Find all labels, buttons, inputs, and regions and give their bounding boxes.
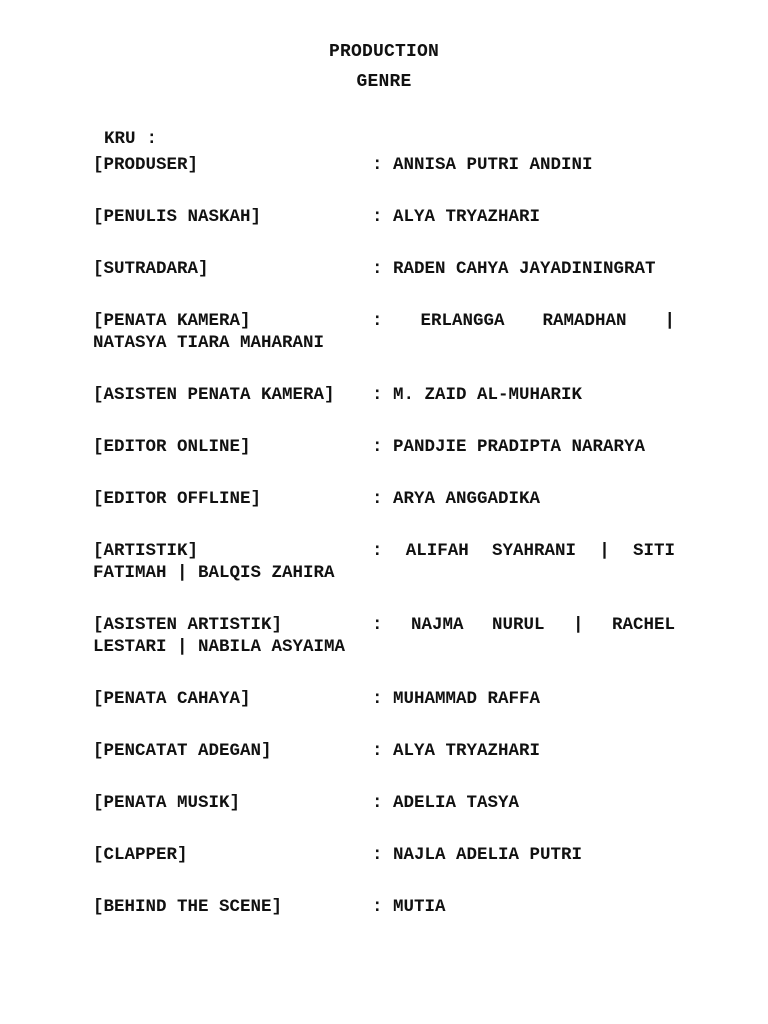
kru-heading <box>104 129 157 149</box>
crew-name: MUHAMMAD RAFFA <box>393 689 541 709</box>
crew-row-penata-kamera <box>93 310 675 384</box>
crew-name-part: ERLANGGA <box>420 311 505 331</box>
crew-role: [ASISTEN ARTISTIK] <box>93 615 283 635</box>
crew-name-part: NURUL <box>491 615 545 635</box>
crew-separator: : <box>372 207 383 227</box>
crew-row-asisten-artistik <box>93 614 675 688</box>
crew-separator: : <box>372 437 383 457</box>
crew-role: [PENATA MUSIK] <box>93 793 241 813</box>
crew-separator: : <box>372 615 383 635</box>
crew-row-editor-offline <box>93 488 675 540</box>
crew-role: [PENATA KAMERA] <box>93 311 251 331</box>
crew-name: MUTIA <box>393 897 446 917</box>
kru-colon: : <box>146 129 158 149</box>
crew-separator: : <box>372 541 383 561</box>
genre-title: GENRE <box>356 72 412 92</box>
production-title: PRODUCTION <box>328 42 440 62</box>
crew-separator: : <box>372 689 383 709</box>
crew-list <box>93 154 675 948</box>
crew-separator: : <box>372 155 383 175</box>
crew-name-part: ALIFAH <box>405 541 469 561</box>
crew-name: M. ZAID AL-MUHARIK <box>393 385 583 405</box>
crew-row-produser <box>93 154 675 206</box>
crew-name-part: RAMADHAN <box>542 311 627 331</box>
crew-row-clapper <box>93 844 675 896</box>
crew-role: [ASISTEN PENATA KAMERA] <box>93 385 335 405</box>
crew-name: ALYA TRYAZHARI <box>393 207 541 227</box>
crew-role: [PRODUSER] <box>93 155 199 175</box>
crew-row-behind-the-scene <box>93 896 675 948</box>
crew-name-part: | <box>599 541 610 561</box>
crew-row-asisten-penata-kamera <box>93 384 675 436</box>
crew-separator: : <box>372 311 383 331</box>
crew-name-part: | <box>572 615 584 635</box>
crew-separator: : <box>372 489 383 509</box>
crew-separator: : <box>372 897 383 917</box>
crew-row-penulis-naskah <box>93 206 675 258</box>
crew-row-pencatat-adegan <box>93 740 675 792</box>
crew-role: [ARTISTIK] <box>93 541 199 561</box>
crew-role: [EDITOR OFFLINE] <box>93 489 262 509</box>
crew-name: ARYA ANGGADIKA <box>393 489 541 509</box>
crew-role: [PENCATAT ADEGAN] <box>93 741 272 761</box>
crew-separator: : <box>372 845 383 865</box>
crew-role: [CLAPPER] <box>93 845 188 865</box>
crew-row-artistik <box>93 540 675 614</box>
crew-name-part: NAJMA <box>410 615 464 635</box>
crew-separator: : <box>372 793 383 813</box>
crew-name-line2: NATASYA TIARA MAHARANI <box>93 333 325 353</box>
crew-name: PANDJIE PRADIPTA NARARYA <box>393 437 646 457</box>
crew-name-line1 <box>372 310 675 332</box>
crew-row-penata-musik <box>93 792 675 844</box>
crew-name-part: SITI <box>632 541 675 561</box>
crew-row-penata-cahaya <box>93 688 675 740</box>
crew-name: ADELIA TASYA <box>393 793 520 813</box>
crew-separator: : <box>372 741 383 761</box>
crew-role: [PENULIS NASKAH] <box>93 207 262 227</box>
crew-name-line1 <box>372 614 675 636</box>
crew-name-part: SYAHRANI <box>491 541 576 561</box>
crew-name: ALYA TRYAZHARI <box>393 741 541 761</box>
crew-name-line2: FATIMAH | BALQIS ZAHIRA <box>93 563 335 583</box>
crew-role: [BEHIND THE SCENE] <box>93 897 283 917</box>
crew-role: [EDITOR ONLINE] <box>93 437 251 457</box>
crew-row-editor-online <box>93 436 675 488</box>
crew-name: NAJLA ADELIA PUTRI <box>393 845 583 865</box>
crew-name: RADEN CAHYA JAYADININGRAT <box>393 259 656 279</box>
crew-separator: : <box>372 385 383 405</box>
crew-name-part: RACHEL <box>611 615 675 635</box>
crew-row-sutradara <box>93 258 675 310</box>
crew-name-line1 <box>372 540 675 562</box>
crew-name-line2: LESTARI | NABILA ASYAIMA <box>93 637 346 657</box>
kru-label: KRU <box>104 129 136 149</box>
crew-role: [SUTRADARA] <box>93 259 209 279</box>
crew-separator: : <box>372 259 383 279</box>
crew-role: [PENATA CAHAYA] <box>93 689 251 709</box>
crew-name: ANNISA PUTRI ANDINI <box>393 155 593 175</box>
crew-name-part: | <box>664 311 675 331</box>
